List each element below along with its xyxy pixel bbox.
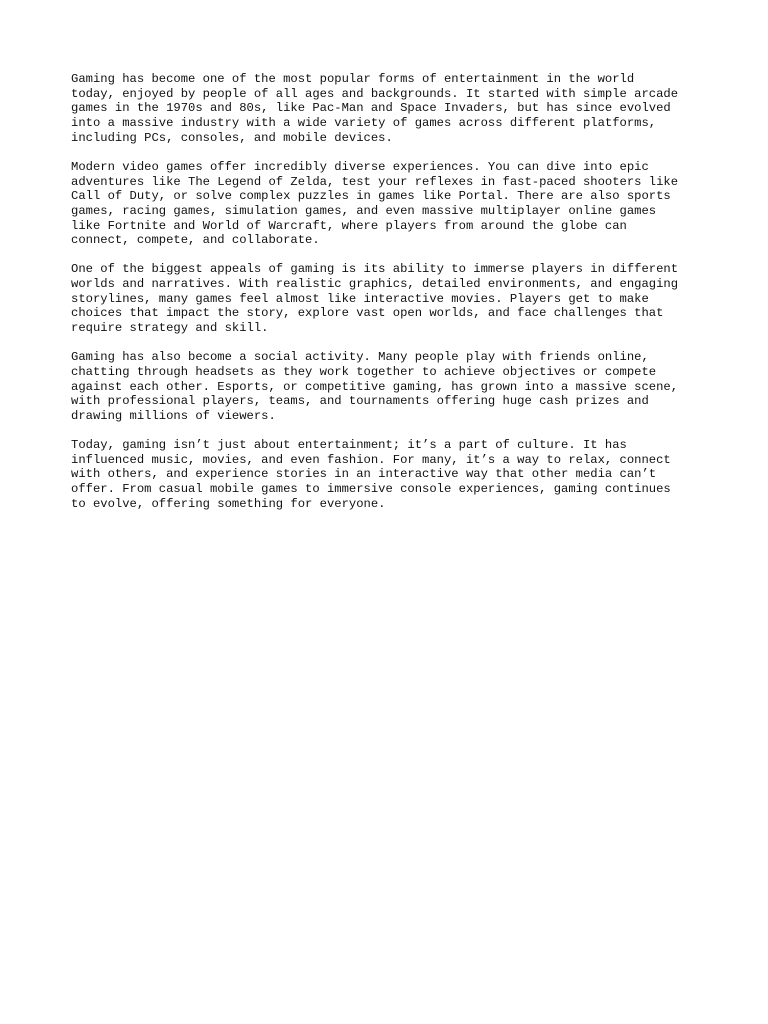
paragraph: Gaming has become one of the most popular forms of entertainment in the world today, enjoyed by people of all ages and backgrounds. It started with simple arcade games in the 1970s and 80s, like Pac-Man and Space Invaders, but has since evolved into a massive industry with a wide variety of games across different platforms, including PCs, consoles, and mobile devices. bbox=[71, 72, 679, 145]
paragraph: Today, gaming isn’t just about entertainment; it’s a part of culture. It has influenced music, movies, and even fashion. For many, it’s a way to relax, connect with others, and experience stories in an interactive way that other media can’t offer. From casual mobile games to immersive console experiences, gaming continues to evolve, offering something for everyone. bbox=[71, 438, 671, 511]
document-body bbox=[71, 72, 711, 526]
paragraph: Gaming has also become a social activity. Many people play with friends online, chatting through headsets as they work together to achieve objectives or compete against each other. Esports, or competitive gaming, has grown into a massive scene, with professional players, teams, and tournaments offering huge cash prizes and drawing millions of viewers. bbox=[71, 350, 679, 423]
paragraph: Modern video games offer incredibly diverse experiences. You can dive into epic adventures like The Legend of Zelda, test your reflexes in fast-paced shooters like Call of Duty, or solve complex puzzles in games like Portal. There are also sports games, racing games, simulation games, and even massive multiplayer online games like Fortnite and World of Warcraft, where players from around the globe can connect, compete, and collaborate. bbox=[71, 159, 679, 248]
paragraph: One of the biggest appeals of gaming is its ability to immerse players in different worlds and narratives. With realistic graphics, detailed environments, and engaging storylines, many games feel almost like interactive movies. Players get to make choices that impact the story, explore vast open worlds, and face challenges that require strategy and skill. bbox=[71, 262, 679, 336]
